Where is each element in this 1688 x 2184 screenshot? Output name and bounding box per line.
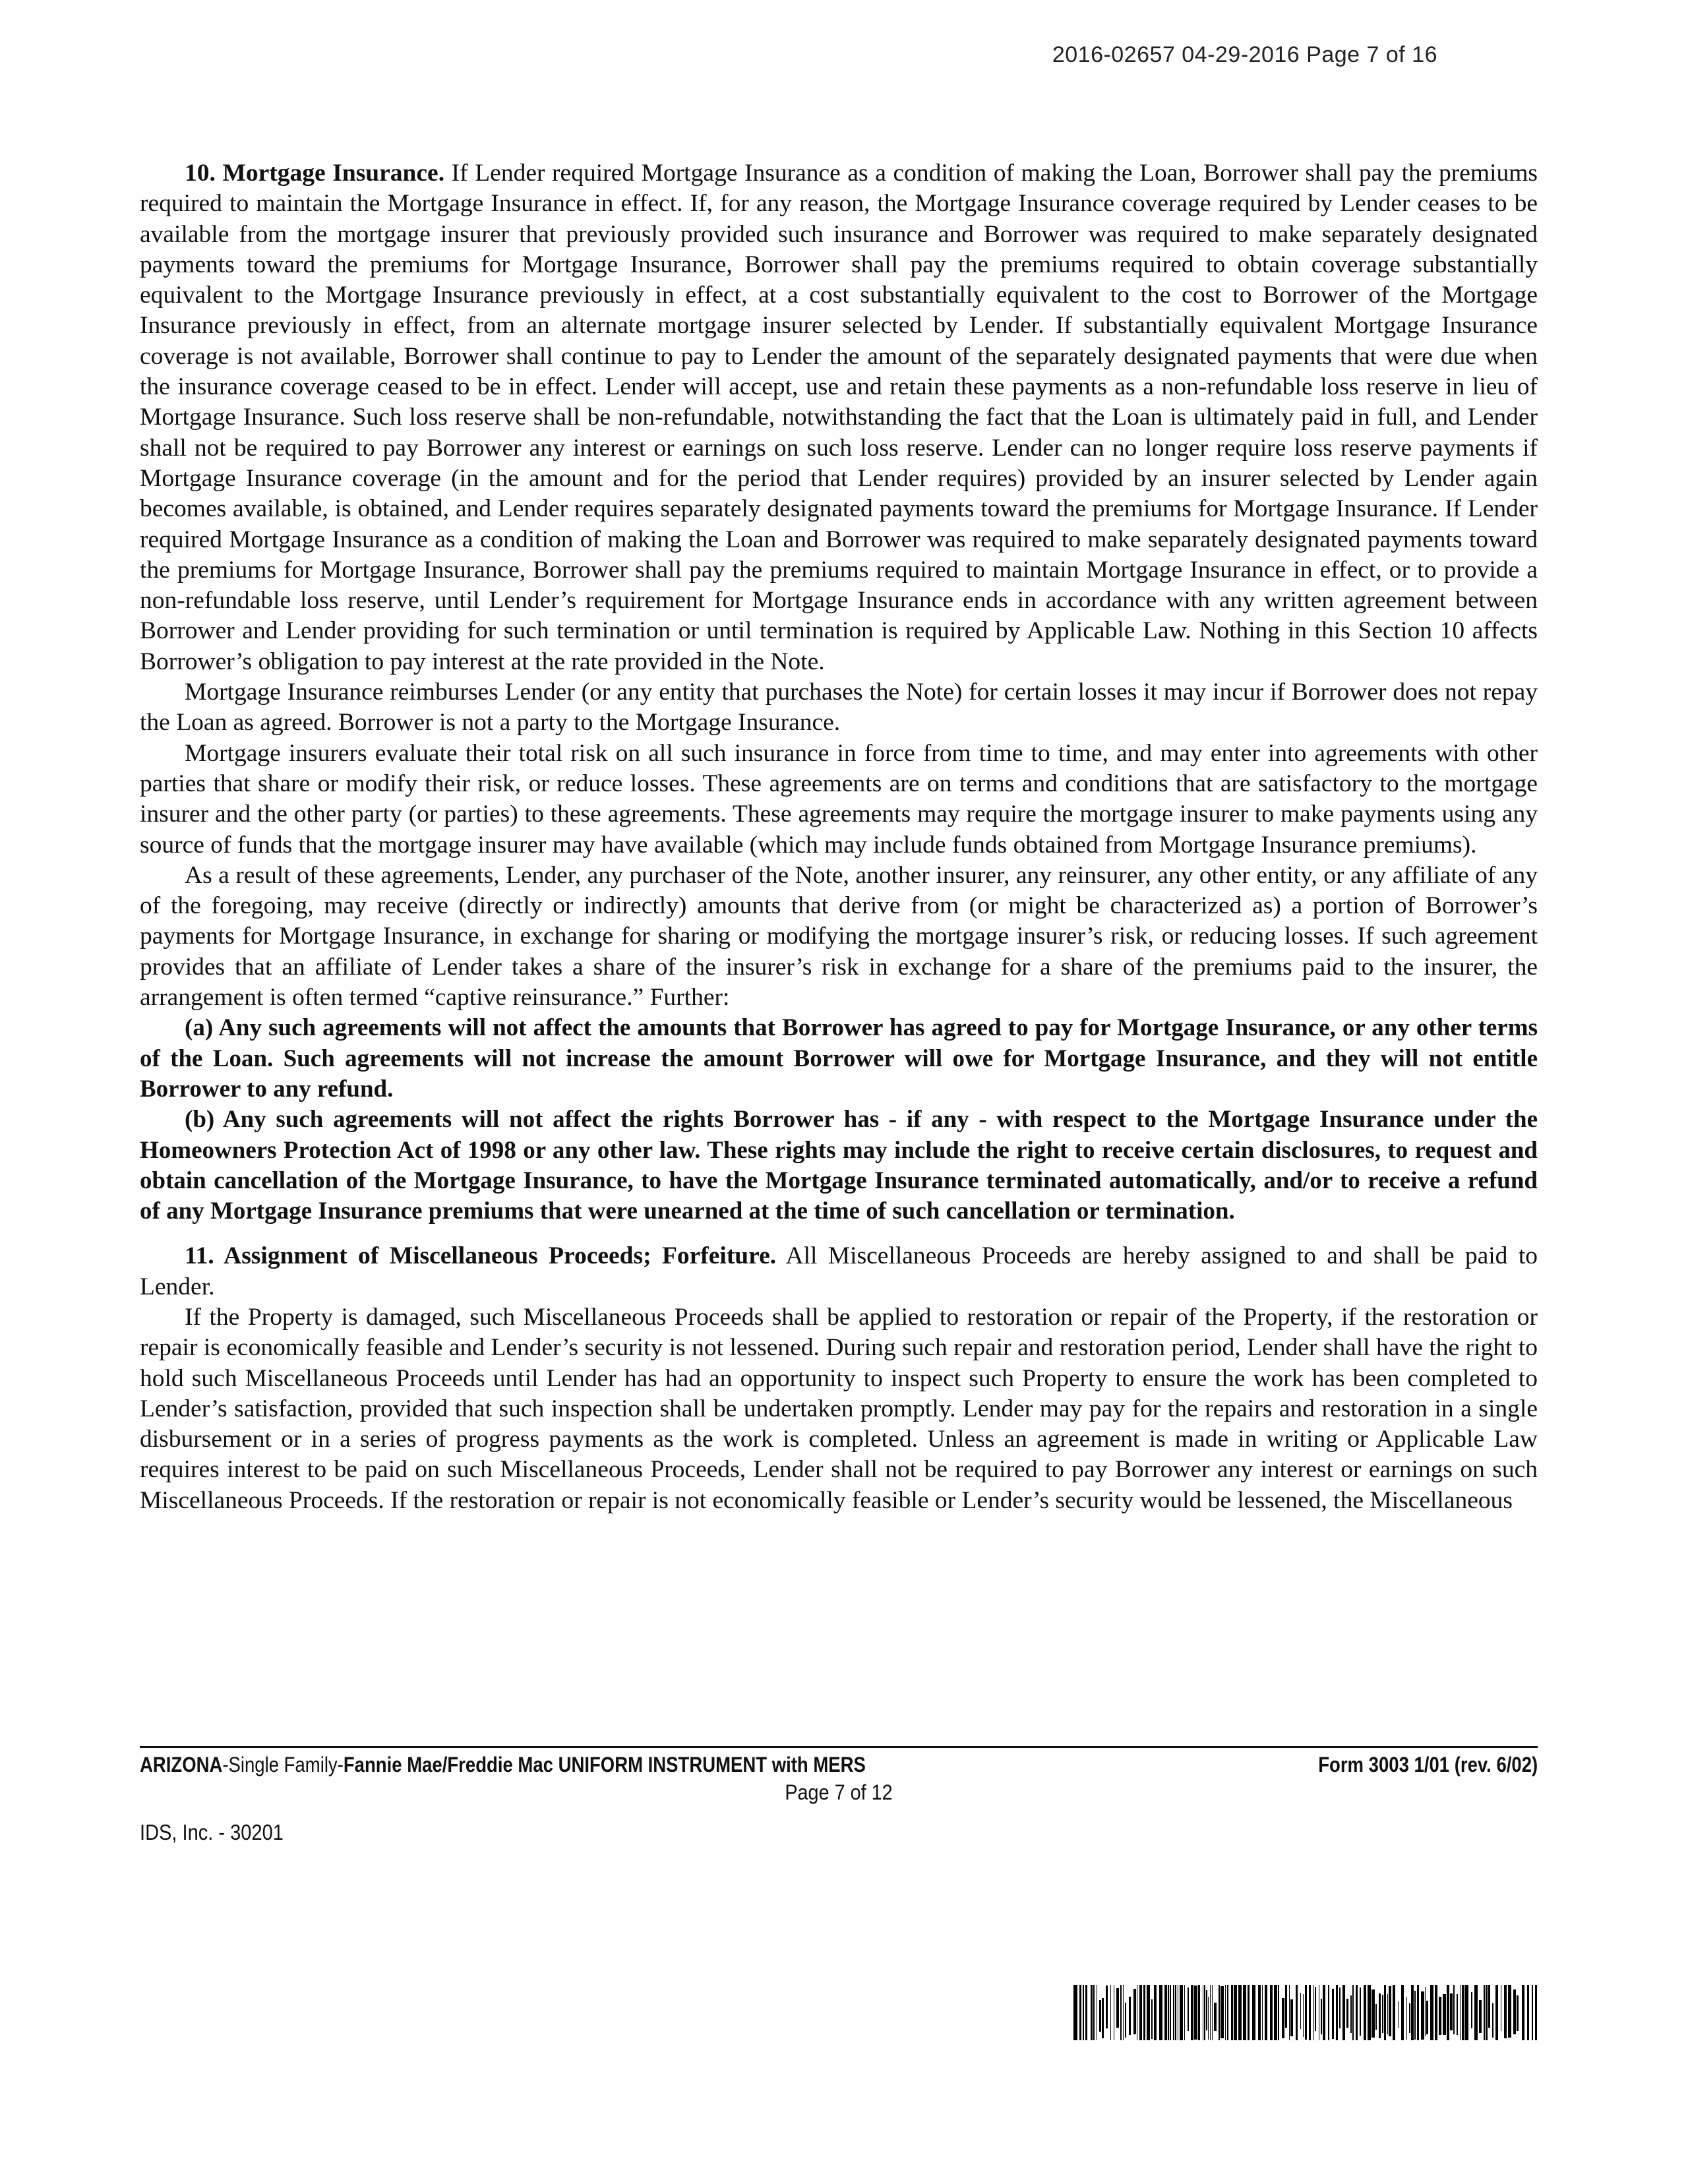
barcode-bar [1296,1985,1298,2040]
barcode-bar [1368,1985,1371,2040]
barcode-bar [1129,1997,1131,2035]
barcode-bar [1184,1985,1185,2040]
footer-state: ARIZONA [140,1753,223,1776]
barcode-bar [1492,2003,1493,2038]
barcode-bar [1265,1985,1267,2040]
barcode-bar [1460,1985,1461,2040]
section-10-paragraph-1-text: If Lender required Mortgage Insurance as a condition of making the Loan, Borrower shall pay the premiums required to maintain the Mortgage Insurance in effect. If, for any reason, the Mortgage Insurance coverage required by Lender ceases to be available from the mortgage insurer that previously provided such insurance and Borrower was required to make separately designated payments toward the premiums for Mortgage Insurance, Borrower shall pay the premiums required to obtain coverage substantially equivalent to the Mortgage Insurance previously in effect, at a cost substantially equivalent to the cost to Borrower of the Mortgage Insurance previously in effect, from an alternate mortgage insurer selected by Lender. If substantially equivalent Mortgage Insurance coverage is not available, Borrower shall continue to pay to Lender the amount of the separately designated payments that were due when the insurance coverage ceased to be in effect. Lender will accept, use and retain these payments as a non-refundable loss reserve in lieu of Mortgage Insurance. Such loss reserve shall be non-refundable, notwithstanding the fact that the Loan is ultimately paid in full, and Lender shall not be required to pay Borrower any interest or earnings on such loss reserve. Lender can no longer require loss reserve payments if Mortgage Insurance coverage (in the amount and for the period that Lender requires) provided by an insurer selected by Lender again becomes available, is obtained, and Lender requires separately designated payments toward the premiums for Mortgage Insurance. If Lender required Mortgage Insurance as a condition of making the Loan and Borrower was required to make separately designated payments toward the premiums for Mortgage Insurance, Borrower shall pay the premiums required to maintain Mortgage Insurance in effect, or to provide a non-refundable loss reserve, until Lender’s requirement for Mortgage Insurance ends in accordance with any written agreement between Borrower and Lender providing for such termination or until termination is required by Applicable Law. Nothing in this Section 10 affects Borrower’s obligation to pay interest at the rate provided in the Note. [140,160,1538,675]
barcode-bar [1091,1985,1093,2040]
barcode-bar [1384,1985,1386,2040]
barcode-bar [1346,1999,1348,2028]
barcode-bar [1305,1985,1307,2040]
barcode-bar [1411,1985,1414,2040]
section-10-paragraph-1 [140,158,1538,677]
recording-header: 2016-02657 04-29-2016 Page 7 of 16 [1052,42,1437,67]
barcode-bar [1159,1985,1162,2040]
barcode-bar [1278,1985,1279,2040]
barcode-bar [1110,1985,1111,2040]
barcode-bar [1389,1986,1391,2036]
barcode-bar [1457,1994,1458,2035]
barcode-bar [1447,1985,1449,2040]
barcode-bar [1350,1995,1352,2033]
barcode-bar [1231,1985,1233,2040]
footer-form-number: Form 3003 1/01 (rev. 6/02) [1318,1753,1538,1776]
footer-family: -Single Family- [222,1753,344,1776]
barcode-bar [1488,1985,1490,2028]
barcode-bar [1401,1985,1404,2040]
barcode-bar [1123,1985,1124,2040]
barcode-bar [1106,1986,1108,2028]
barcode-bar [1379,1993,1381,2038]
barcode-bar [1270,1985,1273,2040]
barcode-bar [1417,1985,1419,2040]
barcode-bar [1083,1985,1084,2040]
barcode-bar [1170,1985,1171,2040]
barcode-bar [1393,1985,1395,2040]
barcode-bar [1180,1985,1183,2040]
barcode-bar [1315,1987,1316,2031]
barcode-bar [1258,1985,1261,2040]
barcode-bar [1486,1985,1488,2040]
barcode-bar [1321,1999,1322,2034]
barcode-bar [1465,1985,1468,2040]
section-10-paragraph-2: Mortgage Insurance reimburses Lender (or any entity that purchases the Note) for certain losses it may incur if Borrower does not repay the Loan as agreed. Borrower is not a party to the Mortgage Insurance. [140,679,1538,737]
barcode-bar [1289,1985,1290,2040]
barcode-bar [1151,1999,1153,2039]
barcode-bar [1073,1985,1077,2040]
barcode-bar [1387,1994,1388,2034]
barcode-bar [1175,1985,1176,2040]
barcode-bar [1085,1985,1087,2040]
barcode-bar [1225,1985,1226,2040]
barcode-bar [1513,1989,1516,2034]
barcode-bar [1336,1985,1338,2040]
barcode-bar [1479,2000,1482,2033]
barcode-bar [1532,1985,1533,2040]
barcode-bar [1414,1991,1416,2040]
barcode-bar [1173,1985,1174,2040]
barcode-bar [1208,1997,1209,2040]
section-10-clause-a: (a) Any such agreements will not affect the amounts that Borrower has agreed to pay for Mortgage Insurance, or any other terms of the Loan. Such agreements will not increase the amount Borrower will owe for Mortgage Insurance, and they will not entitle Borrower to any refund. [140,1014,1538,1103]
barcode-bar [1508,1985,1511,2038]
barcode-bar [1435,1985,1437,2040]
section-10-paragraph-4: As a result of these agreements, Lender, any purchaser of the Note, another insurer, any reinsurer, any other entity, or any affiliate of any of the foregoing, may receive (directly or indirectly) amounts that derive from (or might be characterized as) a portion of Borrower’s payments for Mortgage Insurance, in exchange for sharing or modifying the mortgage insurer’s risk, or reducing losses. If such agreement provides that an affiliate of Lender takes a share of the insurer’s risk in exchange for a share of the premiums paid to the insurer, the arrangement is often termed “captive reinsurance.” Further: [140,861,1538,1012]
barcode-bar [1309,1985,1311,2040]
barcode-bar [1426,2001,1428,2034]
barcode-bar [1212,1985,1213,2040]
barcode-bar [1219,1985,1220,2040]
barcode-bar [1248,1985,1250,2040]
barcode-bar [1221,1986,1224,2038]
barcode-bar [1474,1985,1478,2040]
footer-instrument: Fannie Mae/Freddie Mac UNIFORM INSTRUMENT with MERS [343,1753,866,1776]
barcode-bar [1227,1985,1228,2040]
section-11-heading: 11. Assignment of Miscellaneous Proceeds; Forfeiture. [185,1242,777,1270]
barcode-bar [1303,1994,1304,2037]
barcode-bar [1214,2003,1217,2031]
barcode-bar [1313,1985,1314,2040]
barcode-bar [1191,1985,1193,2040]
barcode-bar [1462,1985,1464,2040]
footer-divider [140,1746,1538,1748]
barcode-bar [1504,1985,1507,2038]
barcode-image [1073,1985,1538,2040]
barcode-bar [1443,1994,1446,2035]
barcode-bar [1535,1985,1537,2040]
document-body [140,158,1538,1516]
barcode-bar [1164,1985,1167,2040]
barcode-bar [1372,1989,1375,2038]
barcode-bar [1262,1985,1263,2040]
barcode-bar [1430,1985,1433,2040]
footer-page-number: Page 7 of 12 [785,1780,893,1804]
barcode-bar [1409,2003,1410,2033]
barcode-bar [1210,1985,1211,2040]
barcode-bar [1332,1989,1334,2039]
barcode-bar [1125,2003,1126,2038]
barcode-bar [1133,1989,1136,2034]
barcode-bar [1238,1985,1242,2040]
barcode-bar [1425,1987,1426,2036]
barcode-bar [1234,1985,1237,2040]
barcode-bar [1274,1985,1277,2040]
barcode-bar [1517,1995,1519,2031]
barcode-bar [1375,2004,1377,2030]
barcode-bar [1382,1995,1383,2033]
barcode-bar [1356,1985,1358,2040]
barcode-bar [1406,1997,1407,2040]
barcode-bar [1339,1987,1341,2028]
barcode-bar [1252,1985,1255,2040]
barcode-bar [1143,1985,1145,2040]
barcode-bar [1450,1993,1453,2030]
barcode-bar [1484,1985,1485,2040]
barcode-bar [1439,1997,1441,2035]
barcode-bar [1116,1988,1119,2028]
barcode-bar [1198,1985,1200,2040]
barcode-bar [1290,1999,1293,2036]
barcode-bar [1323,1985,1325,2040]
barcode-bar [1206,1990,1207,2030]
section-11-paragraph-1-text: All Miscellaneous Proceeds are hereby assigned to and shall be paid to Lender. [140,1242,1538,1300]
form-footer [140,1753,1538,1812]
barcode-bar [1471,1992,1472,2028]
barcode-bar [1328,1985,1329,2040]
section-11-paragraph-2: If the Property is damaged, such Miscellaneous Proceeds shall be applied to restoration or repair of the Property, if the restoration or repair is economically feasible and Lender’s security is not lessened. During such repair and restoration period, Lender shall have the right to hold such Miscellaneous Proceeds until Lender has had an opportunity to inspect such Property to ensure the work has been completed to Lender’s satisfaction, provided that such inspection shall be undertaken promptly. Lender may pay for the repairs and restoration in a single disbursement or in a series of progress payments as the work is completed. Unless an agreement is made in writing or Applicable Law requires interest to be paid on such Miscellaneous Proceeds, Lender shall not be required to pay Borrower any interest or earnings on such Miscellaneous Proceeds. If the restoration or repair is not economically feasible or Lender’s security would be lessened, the Miscellaneous [140,1303,1538,1514]
barcode-bar [1204,1985,1205,2040]
barcode-bar [1093,1985,1095,2040]
barcode-bar [1120,1985,1122,2040]
barcode-bar [1522,1985,1524,2040]
section-10-paragraph-3: Mortgage insurers evaluate their total risk on all such insurance in force from time to time, and may enter into agreements with other parties that share or modify their risk, or reduce losses. These agreements are on terms and conditions that are satisfactory to the mortgage insurer and the other party (or parties) to these agreements. These agreements may require the mortgage insurer to make payments using any source of funds that the mortgage insurer may have available (which may include funds obtained from Mortgage Insurance premiums). [140,739,1538,859]
barcode-bar [1285,1985,1287,2028]
barcode-bar [1188,1987,1189,2031]
barcode-bar [1527,1985,1529,2040]
barcode-bar [1398,2001,1399,2028]
section-10-clause-b: (b) Any such agreements will not affect the rights Borrower has - if any - with respect to the Mortgage Insurance under the Homeowners Protection Act of 1998 or any other law. These rights may include the right to receive certain disclosures, to request and obtain cancellation of the Mortgage Insurance, to have the Mortgage Insurance terminated automatically, and/or to receive a refund of any Mortgage Insurance premiums that were unearned at the time of such cancellation or termination. [140,1106,1538,1225]
barcode-bar [1194,1986,1197,2040]
barcode-bar [1495,1985,1498,2040]
barcode-bar [1154,1985,1157,2040]
barcode-bar [1168,1985,1169,2040]
barcode-bar [1102,1998,1104,2038]
barcode-bar [1139,1985,1142,2040]
footer-form-title [140,1753,866,1777]
barcode-bar [1282,1998,1284,2038]
barcode-bar [1421,1991,1424,2040]
barcode-bar [1360,1987,1361,2036]
barcode-bar [1099,2000,1101,2032]
barcode-bar [1364,1985,1366,2040]
barcode-bar [1079,1985,1081,2040]
barcode-bar [1342,1985,1345,2040]
section-10-heading: 10. Mortgage Insurance. [185,160,445,187]
section-11-paragraph-1 [140,1241,1538,1302]
barcode-bar [1352,1985,1354,2040]
footer-vendor-code: IDS, Inc. - 30201 [140,1820,284,1844]
barcode-bar [1147,1985,1150,2040]
barcode-bar [1300,1993,1301,2029]
barcode-bar [1453,1985,1455,2034]
barcode-bar [1243,1985,1246,2040]
